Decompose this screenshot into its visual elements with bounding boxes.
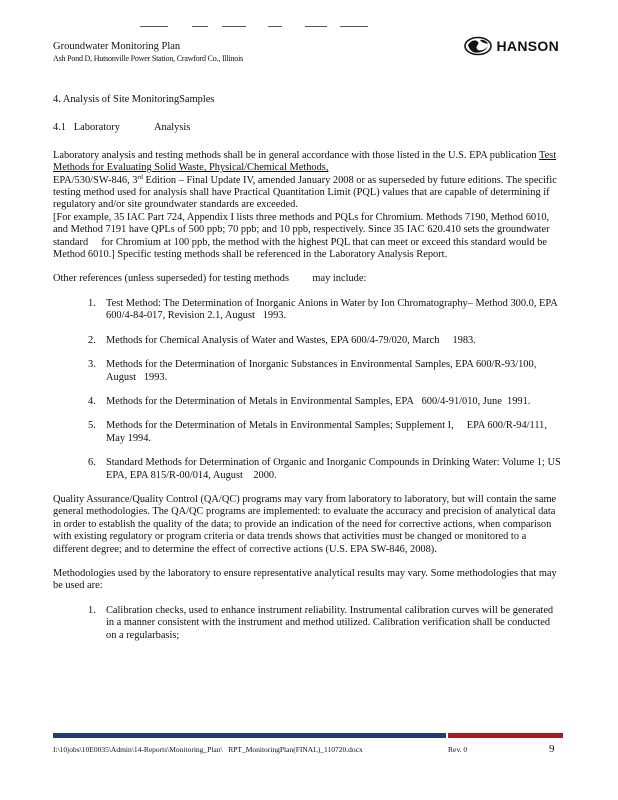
list-number: 6.	[88, 457, 96, 469]
list-text: Methods for the Determination of Metals in Environmental Samples; Supplement I, EPA 600/R-94/111, May 1994.	[106, 420, 547, 444]
list-number: 4.	[88, 395, 96, 407]
list-text: Methods for the Determination of Metals in Environmental Samples, EPA 600/4-91/010, June 1991.	[106, 395, 531, 407]
subsection-word-1: Laboratory	[73, 122, 120, 134]
document-title: Groundwater Monitoring Plan	[53, 41, 181, 52]
hanson-logo	[463, 36, 559, 56]
list-number: 3.	[88, 359, 96, 371]
methodology-list	[53, 605, 563, 642]
list-text: Test Method: The Determination of Inorganic Anions in Water by Ion Chromatography– Method 300.0, EPA 600/4-84-017, Revision 2.1, August 1993.	[106, 297, 558, 322]
paragraph-qaqc: Quality Assurance/Quality Control (QA/QC) programs may vary from laboratory to laboratory, but will contain the same general methodologies. The QA/QC programs are implemented: to evaluate the accuracy and precision of analytical data in order to establish the quality of the data; to provide an indication of the need for corrective actions, when comparison with existing regulatory or program criteria or data trends shows that activities must be changed or monitored to a different degree; and to determine the effect of corrective actions (U.S. EPA SW-846, 2008).	[53, 493, 557, 555]
reference-list	[53, 298, 563, 482]
list-text: Methods for the Determination of Inorganic Substances in Environmental Samples, EPA 600/R-93/100, August 1993.	[106, 359, 537, 383]
list-number: 1.	[88, 604, 96, 616]
list-text: Methods for Chemical Analysis of Water and Wastes, EPA 600/4-79/020, March 1983.	[106, 334, 476, 346]
page-content	[53, 94, 563, 654]
list-item	[53, 335, 563, 347]
section-number: 4.	[53, 94, 61, 105]
list-item	[53, 396, 563, 408]
list-number: 2.	[88, 334, 96, 346]
page-header	[53, 40, 563, 64]
page-number: 9	[549, 743, 555, 755]
list-item	[53, 420, 563, 445]
list-text: Calibration checks, used to enhance instrument reliability. Instrumental calibration curves will be generated in a manner consistent with the instrument and method utilized. Calibration verification shall be conducted on a regularbasis;	[106, 604, 554, 641]
paragraph-lab-methods	[53, 150, 563, 262]
list-item	[53, 457, 563, 482]
header-rule-marks	[140, 26, 380, 28]
list-item	[53, 359, 563, 384]
subsection-number: 4.1	[53, 122, 66, 134]
p1-text-c: Edition – Final Update IV, amended January 2008 or as superseded by future editions. The specific testing method used for analysis shall have Practical Quantitation Limit (PQL) values that are capable of determining if regulatory and/or site groundwater standards are exceeded.	[53, 174, 557, 211]
paragraph-other-references: Other references (unless superseded) for testing methods may include:	[53, 273, 367, 285]
section-heading	[53, 94, 563, 106]
footer-revision: Rev. 0	[448, 745, 468, 754]
footer-bar-red	[448, 733, 563, 738]
list-number: 5.	[88, 420, 96, 432]
p1-text-b: EPA/530/SW-846, 3	[53, 174, 138, 186]
list-number: 1.	[88, 297, 96, 309]
list-item	[53, 605, 563, 642]
p1-text-d: [For example, 35 IAC Part 724, Appendix I lists three methods and PQLs for Chromium. Methods 7190, Method 6010, and Method 7191 have QPLs of 500 ppb; 70 ppb; and 10 ppb, respectively. Since 35 IAC 620.410 sets the groundwater standard for Chromium at 100 ppb, the method with the highest PQL that can meet or exceed this standard would be Method 6010.] Specific testing methods shall be referenced in the Laboratory Analysis Report.	[53, 211, 550, 261]
subsection-heading	[53, 122, 563, 134]
list-text: Standard Methods for Determination of Organic and Inorganic Compounds in Drinking Water: Volume 1; US EPA, EPA 815/R-00/014, August 2000.	[106, 457, 561, 481]
p1-text-a: Laboratory analysis and testing methods shall be in general accordance with those listed in the U.S. EPA publication	[53, 149, 539, 161]
epa-publication-title: Test Methods for Evaluating Solid Waste, Physical/Chemical Methods,	[53, 149, 557, 174]
document-subtitle: Ash Pond D, Hutsonville Power Station, Crawford Co., Illinois	[53, 54, 244, 63]
p1-superscript: rd	[137, 173, 143, 181]
footer-bar-blue	[53, 733, 446, 738]
logo-text: HANSON	[496, 38, 559, 54]
globe-icon	[463, 36, 493, 56]
footer-file-path: I:\10jobs\10E0035\Admin\14-Reports\Monitoring_Plan\ RPT_MonitoringPlan(FINAL)_110720.docx	[53, 745, 363, 754]
list-item	[53, 298, 563, 323]
paragraph-methodologies: Methodologies used by the laboratory to ensure representative analytical results may vary. Some methodologies that may be used are:	[53, 567, 557, 592]
subsection-word-2: Analysis	[153, 122, 191, 134]
section-title: Analysis of Site MonitoringSamples	[62, 94, 215, 105]
